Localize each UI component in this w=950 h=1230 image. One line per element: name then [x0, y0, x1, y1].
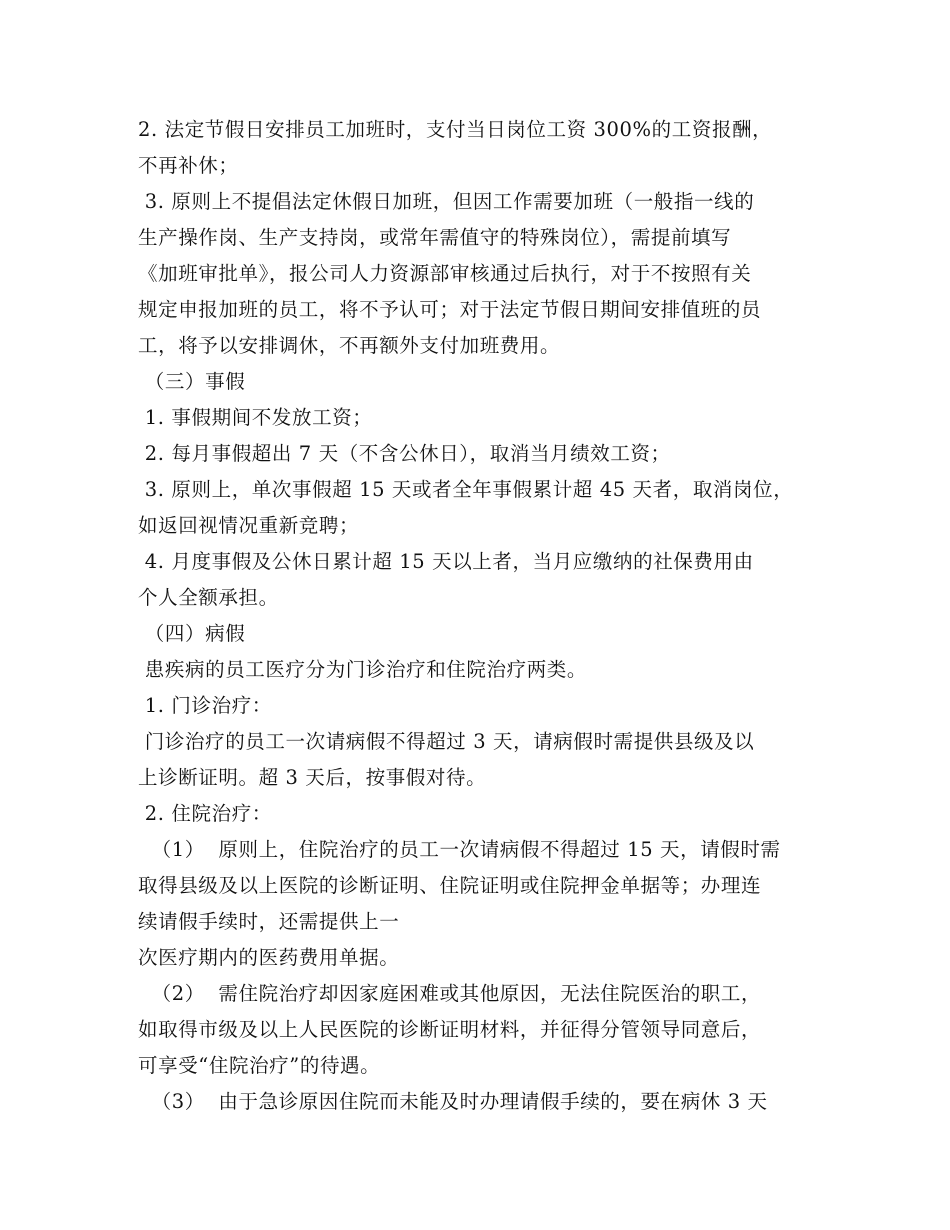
text-line: 4. 月度事假及公休日累计超 15 天以上者，当月应缴纳的社保费用由	[138, 550, 754, 573]
section-heading-sick-leave: （四）病假	[138, 622, 246, 645]
text-line: 上诊断证明。超 3 天后，按事假对待。	[138, 766, 487, 789]
text-line: （1） 原则上，住院治疗的员工一次请病假不得超过 15 天，请假时需	[138, 838, 781, 861]
text-line: 3. 原则上不提倡法定休假日加班，但因工作需要加班（一般指一线的	[138, 190, 755, 213]
section-heading-personal-leave: （三）事假	[138, 370, 246, 393]
text-line: 2. 每月事假超出 7 天（不含公休日），取消当月绩效工资；	[138, 442, 671, 465]
text-line: 1. 事假期间不发放工资；	[138, 406, 373, 429]
text-line: 取得县级及以上医院的诊断证明、住院证明或住院押金单据等；办理连	[138, 874, 762, 897]
text-line: 2. 住院治疗：	[138, 802, 272, 825]
text-line: 续请假手续时，还需提供上一	[138, 910, 400, 933]
text-line: 如取得市级及以上人民医院的诊断证明材料，并征得分管领导同意后，	[138, 1018, 762, 1041]
text-line: 工，将予以安排调休，不再额外支付加班费用。	[138, 334, 561, 357]
text-line: 次医疗期内的医药费用单据。	[138, 946, 400, 969]
text-line: 可享受“住院治疗”的待遇。	[138, 1054, 381, 1077]
text-line: 不再补休；	[138, 154, 239, 177]
text-line: 如返回视情况重新竞聘；	[138, 514, 360, 537]
text-line: 2. 法定节假日安排员工加班时，支付当日岗位工资 300%的工资报酬，	[138, 118, 773, 141]
text-line: 1. 门诊治疗：	[138, 694, 272, 717]
text-line: 个人全额承担。	[138, 586, 279, 609]
text-line: 《加班审批单》，报公司人力资源部审核通过后执行，对于不按照有关	[138, 262, 752, 285]
text-line: 生产操作岗、生产支持岗，或常年需值守的特殊岗位），需提前填写	[138, 226, 732, 249]
text-line: （3） 由于急诊原因住院而未能及时办理请假手续的，要在病休 3 天	[138, 1090, 768, 1113]
text-line: 患疾病的员工医疗分为门诊治疗和住院治疗两类。	[138, 658, 587, 681]
text-line: 规定申报加班的员工，将不予认可；对于法定节假日期间安排值班的员	[138, 298, 762, 321]
text-line: 门诊治疗的员工一次请病假不得超过 3 天，请病假时需提供县级及以	[138, 730, 755, 753]
text-line: 3. 原则上，单次事假超 15 天或者全年事假累计超 45 天者，取消岗位，	[138, 478, 794, 501]
text-line: （2） 需住院治疗却因家庭困难或其他原因，无法住院医治的职工，	[138, 982, 762, 1005]
